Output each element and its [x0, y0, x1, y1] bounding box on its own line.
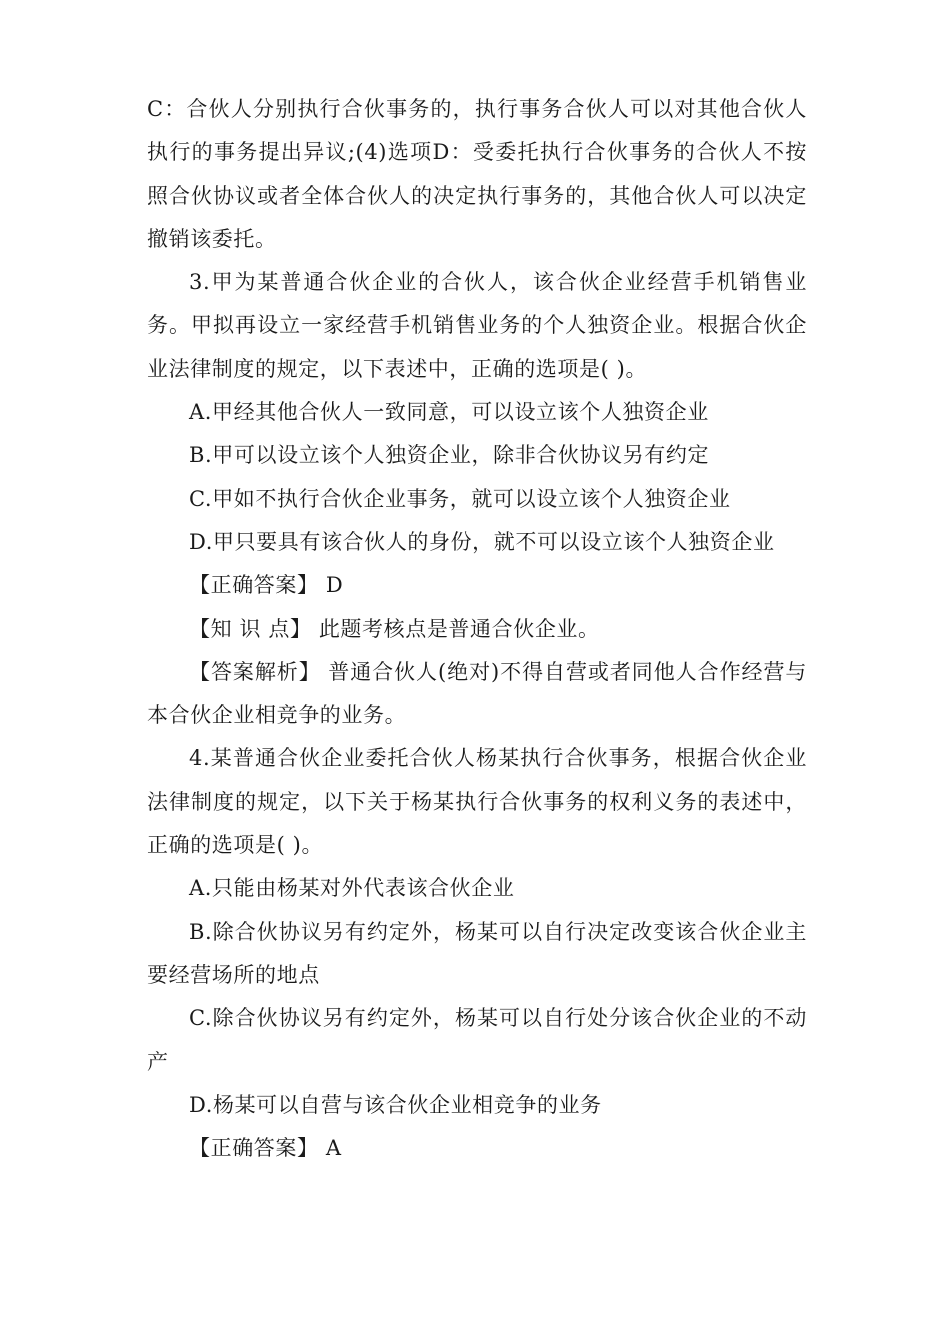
question-4-option-b: B.除合伙协议另有约定外，杨某可以自行决定改变该合伙企业主要经营场所的地点 [147, 919, 807, 987]
question-4-option-d: D.杨某可以自营与该合伙企业相竞争的业务 [189, 1092, 602, 1117]
question-3-knowledge-point: 【知 识 点】 此题考核点是普通合伙企业。 [189, 616, 600, 641]
question-3-option-d: D.甲只要具有该合伙人的身份，就不可以设立该个人独资企业 [189, 529, 775, 554]
question-4-option-a: A.只能由杨某对外代表该合伙企业 [189, 876, 515, 901]
question-3-stem: 3.甲为某普通合伙企业的合伙人，该合伙企业经营手机销售业务。甲拟再设立一家经营手机销售业务的个人独资企业。根据合伙企业法律制度的规定，以下表述中，正确的选项是( )。 [147, 270, 807, 381]
question-4-answer: 【正确答案】 A [189, 1136, 342, 1161]
paragraph-continuation: C：合伙人分别执行合伙事务的，执行事务合伙人可以对其他合伙人执行的事务提出异议;(4)选项D：受委托执行合伙事务的合伙人不按照合伙协议或者全体合伙人的决定执行事务的，其他合伙人可以决定撤销该委托。 [147, 97, 807, 251]
document-body [147, 88, 807, 1170]
question-3-option-b: B.甲可以设立该个人独资企业，除非合伙协议另有约定 [189, 443, 710, 468]
question-4-option-c: C.除合伙协议另有约定外，杨某可以自行处分该合伙企业的不动产 [147, 1006, 807, 1074]
question-4-stem: 4.某普通合伙企业委托合伙人杨某执行合伙事务，根据合伙企业法律制度的规定，以下关于杨某执行合伙事务的权利义务的表述中，正确的选项是( )。 [147, 746, 807, 858]
question-3-answer: 【正确答案】 D [189, 573, 344, 598]
question-3-option-a: A.甲经其他合伙人一致同意，可以设立该个人独资企业 [189, 400, 709, 425]
question-3-option-c: C.甲如不执行合伙企业事务，就可以设立该个人独资企业 [189, 486, 731, 511]
question-3-explanation: 【答案解析】 普通合伙人(绝对)不得自营或者同他人合作经营与本合伙企业相竞争的业务。 [147, 659, 807, 728]
